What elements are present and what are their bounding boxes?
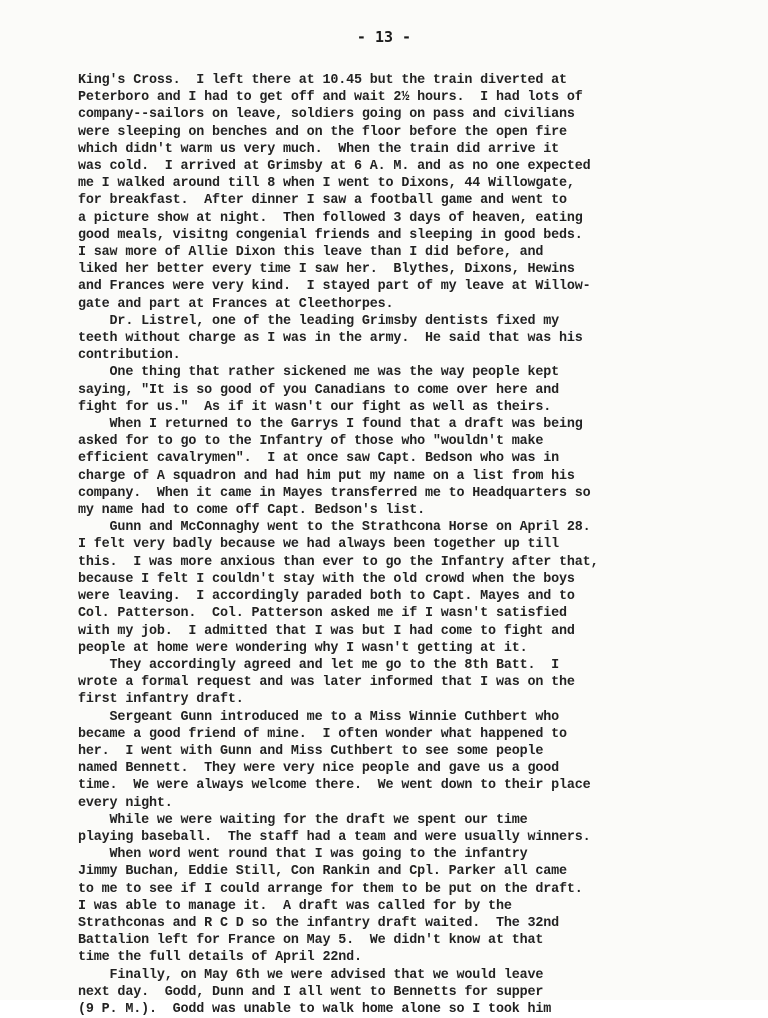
text-line: playing baseball. The staff had a team and were usually winners. bbox=[78, 829, 591, 845]
text-line: next day. Godd, Dunn and I all went to Bennetts for supper bbox=[78, 984, 544, 1000]
text-line: wrote a formal request and was later informed that I was on the bbox=[78, 675, 575, 691]
text-line: good meals, visitng congenial friends and sleeping in good beds. bbox=[78, 227, 583, 243]
text-line: my name had to come off Capt. Bedson's list. bbox=[78, 503, 425, 519]
text-line: saying, "It is so good of you Canadians to come over here and bbox=[78, 382, 560, 398]
text-line: company. When it came in Mayes transferred me to Headquarters so bbox=[78, 485, 591, 501]
text-line: with my job. I admitted that I was but I had come to fight and bbox=[78, 623, 575, 639]
text-line: Finally, on May 6th we were advised that we would leave bbox=[78, 967, 544, 983]
text-line: for breakfast. After dinner I saw a football game and went to bbox=[78, 193, 567, 209]
text-line: Col. Patterson. Col. Patterson asked me if I wasn't satisfied bbox=[78, 606, 567, 622]
text-line: every night. bbox=[78, 795, 173, 811]
text-line: were sleeping on benches and on the floor before the open fire bbox=[78, 124, 567, 140]
text-line: They accordingly agreed and let me go to the 8th Batt. I bbox=[78, 657, 560, 673]
text-line: named Bennett. They were very nice people and gave us a good bbox=[78, 761, 560, 777]
text-line: Sergeant Gunn introduced me to a Miss Winnie Cuthbert who bbox=[78, 709, 560, 725]
text-line: While we were waiting for the draft we spent our time bbox=[78, 812, 528, 828]
text-line: because I felt I couldn't stay with the old crowd when the boys bbox=[78, 571, 575, 587]
text-line: I felt very badly because we had always been together up till bbox=[78, 537, 560, 553]
text-line: I was able to manage it. A draft was called for by the bbox=[78, 898, 512, 914]
text-line: contribution. bbox=[78, 348, 181, 364]
text-line: time. We were always welcome there. We went down to their place bbox=[78, 778, 591, 794]
text-line: Dr. Listrel, one of the leading Grimsby dentists fixed my bbox=[78, 313, 560, 329]
text-line: was cold. I arrived at Grimsby at 6 A. M. and as no one expected bbox=[78, 159, 591, 175]
text-line: me I walked around till 8 when I went to Dixons, 44 Willowgate, bbox=[78, 176, 575, 192]
text-line: were leaving. I accordingly paraded both to Capt. Mayes and to bbox=[78, 589, 575, 605]
text-line: Peterboro and I had to get off and wait 2½ hours. I had lots of bbox=[78, 90, 583, 106]
text-line: charge of A squadron and had him put my name on a list from his bbox=[78, 468, 575, 484]
typed-memoir-text bbox=[78, 72, 698, 1018]
text-line: company--sailors on leave, soldiers going on pass and civilians bbox=[78, 107, 575, 123]
text-line: a picture show at night. Then followed 3 days of heaven, eating bbox=[78, 210, 583, 226]
text-line: efficient cavalrymen". I at once saw Capt. Bedson who was in bbox=[78, 451, 560, 467]
text-line: Gunn and McConnaghy went to the Strathcona Horse on April 28. bbox=[78, 520, 591, 536]
text-line: (9 P. M.). Godd was unable to walk home alone so I took him bbox=[78, 1001, 552, 1017]
text-line: to me to see if I could arrange for them to be put on the draft. bbox=[78, 881, 583, 897]
text-line: first infantry draft. bbox=[78, 692, 244, 708]
text-line: fight for us." As if it wasn't our fight as well as theirs. bbox=[78, 399, 552, 415]
text-line: When I returned to the Garrys I found that a draft was being bbox=[78, 417, 583, 433]
text-line: people at home were wondering why I wasn't getting at it. bbox=[78, 640, 528, 656]
text-line: I saw more of Allie Dixon this leave than I did before, and bbox=[78, 245, 544, 261]
text-line: which didn't warm us very much. When the train did arrive it bbox=[78, 141, 560, 157]
text-line: this. I was more anxious than ever to go the Infantry after that, bbox=[78, 554, 599, 570]
text-line: teeth without charge as I was in the army. He said that was his bbox=[78, 331, 583, 347]
text-line: time the full details of April 22nd. bbox=[78, 950, 362, 966]
text-line: Battalion left for France on May 5. We didn't know at that bbox=[78, 933, 544, 949]
text-line: her. I went with Gunn and Miss Cuthbert to see some people bbox=[78, 743, 544, 759]
text-line: asked for to go to the Infantry of those who "wouldn't make bbox=[78, 434, 544, 450]
text-line: gate and part at Frances at Cleethorpes. bbox=[78, 296, 394, 312]
text-line: When word went round that I was going to the infantry bbox=[78, 847, 528, 863]
text-line: became a good friend of mine. I often wonder what happened to bbox=[78, 726, 567, 742]
text-line: liked her better every time I saw her. Blythes, Dixons, Hewins bbox=[78, 262, 575, 278]
text-line: King's Cross. I left there at 10.45 but the train diverted at bbox=[78, 73, 567, 88]
text-line: One thing that rather sickened me was the way people kept bbox=[78, 365, 560, 381]
text-line: Strathconas and R C D so the infantry draft waited. The 32nd bbox=[78, 915, 560, 931]
page-number: - 13 - bbox=[356, 28, 412, 46]
text-line: Jimmy Buchan, Eddie Still, Con Rankin and Cpl. Parker all came bbox=[78, 864, 567, 880]
text-line: and Frances were very kind. I stayed part of my leave at Willow- bbox=[78, 279, 591, 295]
